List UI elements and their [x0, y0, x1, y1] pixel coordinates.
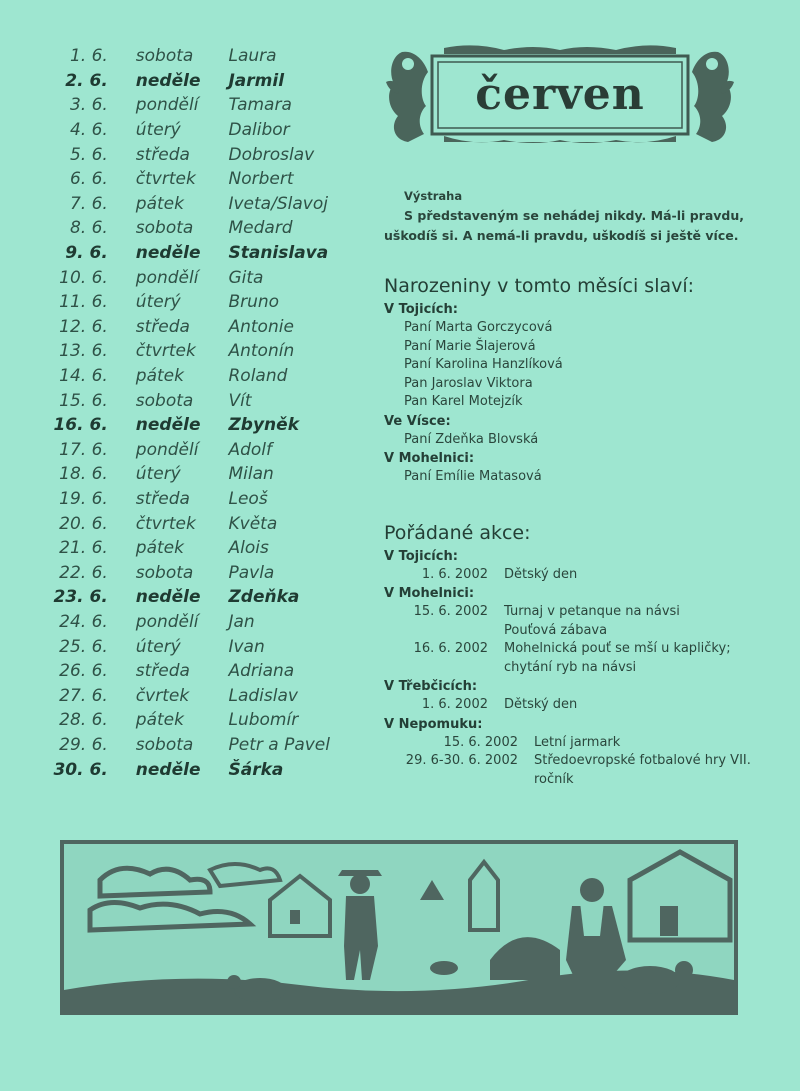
calendar-row: [48, 388, 368, 413]
calendar-weekday: neděle: [135, 415, 201, 436]
place-heading: Ve Vísce:: [384, 413, 451, 429]
calendar-row: [48, 585, 368, 610]
calendar-row: [48, 610, 368, 635]
place-heading: V Třebčicích:: [384, 679, 478, 694]
calendar-date: 28. 6.: [59, 710, 108, 731]
birthdays-title: Narozeniny v tomto měsíci slaví:: [384, 275, 695, 297]
event-item: [384, 622, 764, 641]
calendar-nameday: Iveta/Slavoj: [228, 193, 328, 214]
warning-text: S představeným se nehádej nikdy. Má-li pravdu, uškodíš si. A nemá-li pravdu, uškodíš si ještě více.: [384, 208, 744, 243]
calendar-date: 4. 6.: [69, 120, 108, 141]
calendar-date: 12. 6.: [59, 316, 108, 337]
event-description: Středoevropské fotbalové hry VII. ročník: [534, 753, 751, 787]
calendar-date: 10. 6.: [59, 267, 108, 288]
calendar-weekday: čtvrtek: [135, 169, 196, 190]
woodcut-illustration: [60, 840, 738, 1015]
calendar-date: 11. 6.: [59, 292, 108, 313]
place-heading: V Mohelnici:: [384, 586, 475, 601]
event-date: 15. 6. 2002: [413, 604, 488, 619]
calendar-row: [48, 536, 368, 561]
event-description: Turnaj v petanque na návsi: [504, 604, 680, 619]
calendar-weekday: neděle: [135, 587, 201, 608]
place-heading: V Mohelnici:: [384, 451, 475, 466]
place-heading: V Tojicích:: [384, 548, 458, 564]
calendar-nameday: Bruno: [228, 292, 280, 313]
calendar-nameday: Zbyněk: [228, 415, 299, 436]
calendar-nameday: Antonie: [228, 316, 294, 337]
calendar-row: [48, 142, 368, 167]
calendar-nameday: Ivan: [228, 636, 265, 657]
calendar-date: 5. 6.: [69, 144, 108, 165]
birthday-person: Paní Karolina Hanzlíková: [404, 357, 563, 372]
birthday-person: Pan Karel Motejzík: [404, 394, 523, 409]
calendar-weekday: neděle: [135, 70, 201, 91]
event-item: [384, 696, 764, 715]
calendar-nameday: Alois: [228, 538, 269, 559]
calendar-weekday: čtvrtek: [135, 513, 196, 534]
warning-label: Výstraha: [404, 189, 463, 203]
day-calendar-list: [48, 44, 368, 782]
event-description: Pouťová zábava: [504, 622, 608, 638]
events-title: Pořádané akce:: [384, 521, 531, 544]
calendar-row: [48, 167, 368, 192]
calendar-row: [48, 339, 368, 364]
event-item: [384, 752, 764, 789]
calendar-nameday: Gita: [228, 267, 264, 288]
calendar-nameday: Antonín: [228, 341, 295, 362]
calendar-nameday: Šárka: [228, 759, 284, 780]
birthday-person: Paní Zdeňka Blovská: [404, 431, 539, 447]
calendar-weekday: středa: [135, 488, 190, 509]
rural-scene-woodcut-icon: [60, 840, 738, 1015]
calendar-row: [48, 511, 368, 536]
calendar-nameday: Roland: [228, 366, 288, 387]
calendar-nameday: Tamara: [228, 95, 292, 116]
event-description: Dětský den: [504, 697, 578, 712]
calendar-date: 21. 6.: [59, 538, 108, 559]
calendar-date: 3. 6.: [69, 95, 108, 116]
event-date: [384, 622, 504, 641]
calendar-row: [48, 757, 368, 782]
calendar-date: 18. 6.: [59, 464, 108, 485]
calendar-nameday: Adolf: [228, 439, 273, 460]
calendar-date: 20. 6.: [59, 513, 108, 534]
calendar-row: [48, 315, 368, 340]
calendar-weekday: sobota: [135, 46, 194, 67]
calendar-weekday: čtvrtek: [135, 341, 196, 362]
events-list: [384, 547, 764, 790]
calendar-weekday: čvrtek: [135, 685, 190, 706]
calendar-nameday: Petr a Pavel: [228, 734, 330, 755]
birthdays-list: [384, 300, 764, 487]
calendar-row: [48, 733, 368, 758]
calendar-row: [48, 93, 368, 118]
calendar-date: 23. 6.: [53, 587, 108, 608]
calendar-weekday: pátek: [135, 538, 184, 559]
calendar-nameday: Adriana: [228, 661, 295, 682]
calendar-nameday: Dobroslav: [228, 144, 315, 165]
calendar-row: [48, 364, 368, 389]
event-date: 29. 6-30. 6. 2002: [405, 753, 518, 768]
calendar-date: 13. 6.: [59, 341, 108, 362]
calendar-nameday: Norbert: [228, 169, 294, 190]
calendar-date: 1. 6.: [69, 46, 108, 67]
event-date: 1. 6. 2002: [421, 566, 488, 582]
calendar-nameday: Dalibor: [228, 120, 290, 141]
calendar-date: 29. 6.: [59, 734, 108, 755]
calendar-row: [48, 241, 368, 266]
calendar-weekday: středa: [135, 316, 190, 337]
calendar-weekday: úterý: [135, 292, 181, 313]
calendar-date: 30. 6.: [53, 759, 108, 780]
calendar-row: [48, 438, 368, 463]
calendar-weekday: úterý: [135, 120, 181, 141]
event-item: [384, 734, 764, 753]
calendar-date: 17. 6.: [59, 439, 108, 460]
event-description: Dětský den: [504, 566, 578, 582]
month-title: červen: [475, 68, 645, 120]
calendar-row: [48, 708, 368, 733]
event-description: Letní jarmark: [534, 734, 621, 750]
calendar-weekday: sobota: [135, 734, 194, 755]
calendar-nameday: Pavla: [228, 562, 275, 583]
calendar-date: 26. 6.: [59, 661, 108, 682]
calendar-row: [48, 192, 368, 217]
calendar-nameday: Medard: [228, 218, 293, 239]
calendar-nameday: Zdeňka: [228, 587, 300, 608]
calendar-weekday: pátek: [135, 710, 184, 731]
calendar-date: 24. 6.: [59, 611, 108, 632]
calendar-row: [48, 462, 368, 487]
birthday-person: Paní Marie Šlajerová: [404, 338, 536, 354]
calendar-nameday: Lubomír: [228, 710, 299, 731]
calendar-row: [48, 69, 368, 94]
place-heading: V Nepomuku:: [384, 716, 483, 732]
calendar-date: 16. 6.: [53, 415, 108, 436]
place-heading: V Tojicích:: [384, 302, 458, 317]
calendar-weekday: sobota: [135, 390, 194, 411]
calendar-nameday: Vít: [228, 390, 252, 411]
calendar-weekday: úterý: [135, 464, 181, 485]
calendar-weekday: pondělí: [135, 267, 199, 288]
calendar-row: [48, 487, 368, 512]
calendar-weekday: středa: [135, 144, 190, 165]
calendar-date: 27. 6.: [59, 685, 108, 706]
calendar-weekday: pondělí: [135, 611, 199, 632]
event-date: 16. 6. 2002: [413, 641, 488, 656]
calendar-nameday: Jarmil: [228, 70, 285, 91]
event-item: [384, 603, 764, 622]
calendar-date: 9. 6.: [65, 243, 108, 264]
calendar-row: [48, 659, 368, 684]
calendar-weekday: středa: [135, 661, 190, 682]
calendar-weekday: sobota: [135, 562, 194, 583]
calendar-date: 8. 6.: [69, 218, 108, 239]
calendar-nameday: Květa: [228, 513, 278, 534]
birthday-person: Paní Marta Gorczycová: [404, 320, 553, 335]
calendar-date: 7. 6.: [69, 193, 108, 214]
calendar-row: [48, 634, 368, 659]
calendar-weekday: úterý: [135, 636, 181, 657]
calendar-nameday: Milan: [228, 464, 274, 485]
event-date: 15. 6. 2002: [443, 734, 518, 750]
calendar-weekday: sobota: [135, 218, 194, 239]
calendar-row: [48, 118, 368, 143]
calendar-date: 25. 6.: [59, 636, 108, 657]
calendar-nameday: Jan: [228, 611, 255, 632]
calendar-nameday: Laura: [228, 46, 277, 67]
calendar-row: [48, 216, 368, 241]
calendar-weekday: pátek: [135, 193, 184, 214]
calendar-date: 15. 6.: [59, 390, 108, 411]
calendar-date: 2. 6.: [65, 70, 108, 91]
calendar-row: [48, 44, 368, 69]
birthday-person: Pan Jaroslav Viktora: [404, 375, 533, 391]
calendar-nameday: Leoš: [228, 488, 268, 509]
calendar-weekday: neděle: [135, 243, 201, 264]
calendar-nameday: Stanislava: [228, 243, 329, 264]
calendar-row: [48, 265, 368, 290]
calendar-date: 19. 6.: [59, 488, 108, 509]
calendar-date: 6. 6.: [69, 169, 108, 190]
calendar-row: [48, 413, 368, 438]
calendar-row: [48, 683, 368, 708]
calendar-row: [48, 560, 368, 585]
calendar-nameday: Ladislav: [228, 685, 298, 706]
calendar-weekday: pátek: [135, 366, 184, 387]
event-description: Mohelnická pouť se mší u kapličky; chytání ryb na návsi: [504, 641, 731, 675]
calendar-date: 22. 6.: [59, 562, 108, 583]
calendar-weekday: neděle: [135, 759, 201, 780]
calendar-weekday: pondělí: [135, 439, 199, 460]
event-item: [384, 566, 764, 585]
calendar-weekday: pondělí: [135, 95, 199, 116]
info-column: [384, 186, 764, 789]
calendar-date: 14. 6.: [59, 366, 108, 387]
event-item: [384, 640, 764, 677]
birthday-person: Paní Emílie Matasová: [404, 469, 542, 484]
calendar-row: [48, 290, 368, 315]
event-date: 1. 6. 2002: [421, 697, 488, 712]
